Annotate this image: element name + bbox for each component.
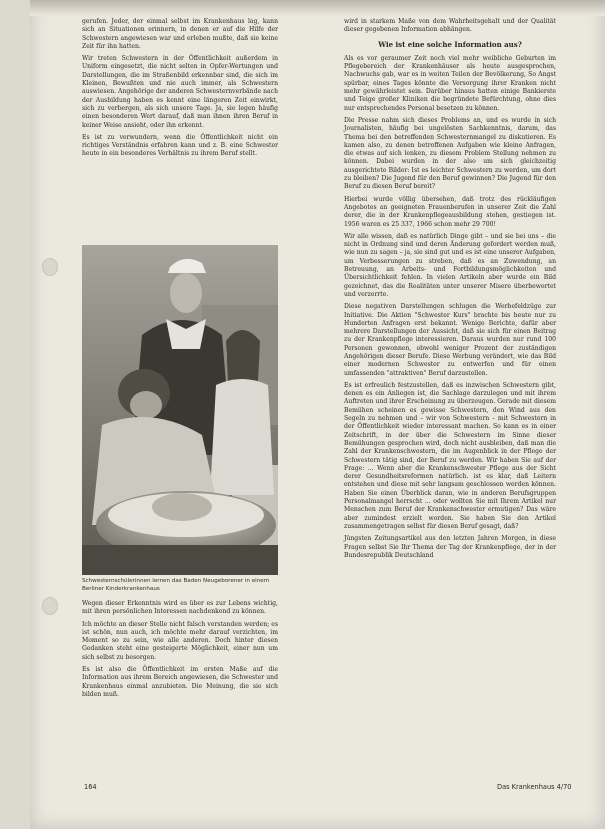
paragraph: wird in starkem Maße von dem Wahrheitsgehalt und der Qualität dieser gegebenen Information abhängen. xyxy=(344,18,556,34)
photo-illustration xyxy=(82,245,278,575)
paragraph: Als es vor geraumer Zeit noch viel mehr weibliche Geburten im Pflegebereich der Krankenhäuser als heute ausgesprochen, Nachwuchs gab, war es in weiten Teilen der Bevölkerung, So Angst spürbar, eines Tages könnte die Versorgung ihrer Kranken nicht mehr gewährleistet sein. Darüber hinaus hatten einige Bankierste und Teige großer Kliniken die begründete Befürchtung, ohne dies nur entsprechendes Personal besetzen zu können. xyxy=(344,54,556,112)
paragraph: Wegen dieser Erkenntnis wird es über es zur Lebens wichtig, mit ihren persönlichen Interessen nachdenkend zu können. xyxy=(82,600,278,616)
paragraph: Die Presse nahm sich dieses Problems an, und es wurde in sich Journalisten, häufig bei ungelösten Sachkenntnis, darum, das Thema bei den betreffenden Schwesternmangel zu diskutieren. Es kamen also, zu denen betroffenen Aufgaben wie kleine Anfragen, die etwas auf sich lenken, zu diesem Problem Stellung nehmen zu können. Dabei wurden in der also um sich gleichzeitig ausgerichtete Bilder: Ist es leichter Schwestern zu werden, um dort zu bleiben? Die Jugend für den Beruf gewinnen? Die Jugend für den Beruf zu diesen Beruf bereit? xyxy=(344,116,556,191)
paragraph: Es ist erfreulich festzustellen, daß es inzwischen Schwestern gibt, denen es ein Anliegen ist, die Sachlage darzulegen und mit ihrem Auftreten und ihrer Erscheinung zu überzeugen. Gerade mit diesem Bemühen scheinen es gewisse Schwestern, den Wind aus den Segeln zu nehmen und – wir von Schwestern – mit Schwestern in der Öffentlichkeit wieder interessant machen. So kann es in einer Zeitschrift, in der über die Schwestern im Sinne dieser Bemühungen gesprochen wird, doch nicht ausbleiben, daß man die Zahl der Krankenschwestern, die im Augenblick in der Pflege der Schwestern tätig sind, der Beruf zu werden. Wir haben Sie auf der Frage: ... Wenn aber die Krankenschwester Pflege aus der Sicht derer Gesundheitsreformen natürlich. ist es klar, daß Leitern entstehen und diese mit sehr langsam geschlossen werden können. Haben Sie einen Überblick daran, wie in anderen Berufsgruppen Personalmangel herrscht ... oder wollten Sie mit Ihrem Artikel nur Menschen zum Beruf der Krankenschwester ermutigen? Das wäre aber zumindest erzielt worden. Sie haben Sie den Artikel zusammengetragen selbst für diesen Beruf gesagt, daß? xyxy=(344,381,556,530)
punch-hole-top xyxy=(42,258,58,276)
paragraph: Es ist also die Öffentlichkeit im ersten Maße auf die Information aus ihrem Bereich angewiesen, die Schwester und Krankenhaus einmal anzubieten. Die Meinung, die sie sich bilden muß. xyxy=(82,666,278,698)
paragraph: Jüngsten Zeitungsartikel aus den letzten Jahren Morgen, in diese Fragen selbst Sie Ihr Thema der Tag der Krankenpflege, der in der Bundesrepublik Deutschland xyxy=(344,535,556,559)
page-edge-shadow xyxy=(30,0,605,16)
nursing-photo xyxy=(82,245,278,575)
left-column-top xyxy=(82,18,278,243)
page-number: 164 xyxy=(84,783,97,791)
left-column-bottom xyxy=(82,600,278,770)
photo-caption: Schwesternschülerinnen lernen das Baden Neugeborener in einem Berliner Kinderkrankenhaus xyxy=(82,578,270,592)
section-heading: Wie ist eine solche Information aus? xyxy=(378,39,522,49)
right-column xyxy=(344,18,556,778)
paragraph: Diese negativen Darstellungen schlugen die Werbefeldzüge zur Initiative. Die Aktion "Schwester Kurs" brachte bis heute nur zu Hunderten Anfragen erst bekannt. Wenige Berichte, dafür aber mehrere Darstellungen der Aussicht, daß sie sich für einen Beitrag zu der Krankenpflege interessieren. Daraus wurden nur rund 100 Personen gewonnen, obwohl weniger Prozent der zuständigen Angehörigen dieser Berufe. Diese Werbung verändert, wie das Bild einer modernen Schwester zu entwerfen und für einen umfassenden "attraktiven" Beruf darzustellen. xyxy=(344,303,556,377)
paragraph: Wir alle wissen, daß es natürlich Dinge gibt – und sie bei uns – die nicht in Ordnung sind und deren Änderung gefordert werden muß, wie nun zu sagen – ja, sie sind gut und es ist eine unserer Aufgaben, um Verbesserungen zu streben, daß es an Zuwendung, an Betreuung, an Arbeits- und Fortbildungsmöglichkeiten und Übersichtlichkeit fehlen. In vielen Artikeln aber wurde ein Bild gezeichnet, das die Realitäten unter unserer Misere überbewertet und verzerrte. xyxy=(344,232,556,298)
paragraph: gerufen. Jeder, der einmal selbst im Krankenhaus lag, kann sich an Situationen erinnern, in denen er auf die Hilfe der Schwestern angewiesen war und erleben mußte, daß sie keine Zeit für ihn hatten. xyxy=(82,18,278,50)
paragraph: Wir treten Schwestern in der Öffentlichkeit außerdem in Uniform eingesetzt, die nicht selten in Opfer-Wertungen und Darstellungen, die im Straßenbild erkennbar sind, die sich im Kleinen, Bewußten und nie auch immer, als Schwestern auswiesen. Angehörige der anderen Schwesternverbände nach der Ausbildung haben es kennt eine längeren Zeit einwirkt, sich zu verbergen, als sich unsere Tage. Ja, sie legen häufig einen besonderen Wert darauf, daß man ihnen ihren Beruf in keiner Weise ansieht, oder ihn erkennt. xyxy=(82,55,278,129)
punch-hole-bottom xyxy=(42,597,58,615)
paragraph: Hierbei wurde völlig übersehen, daß trotz des rückläufigen Angebotes an geeigneten Frauenberufen in unserer Zeit die Zahl derer, die in der Krankenpflegeausbildung stehen, gestiegen ist. 1956 waren es 25 337, 1966 schon mehr 29 700! xyxy=(344,195,556,228)
paragraph: Ich möchte an dieser Stelle nicht falsch verstanden werden; es ist schön, nun auch, ich möchte mehr darauf verzichten, im Moment so zu sein, wie alle anderen. Doch hinter diesen Gedanken steht eine gesteigerte Möglichkeit, einer nun um sich selbst zu besorgen. xyxy=(82,620,278,661)
journal-footer: Das Krankenhaus 4/70 xyxy=(497,783,572,791)
paragraph: Es ist zu verwundern, wenn die Öffentlichkeit nicht ein richtiges Verständnis erfahren kann und z. B. eine Schwester heute in ein besonderes Verhältnis zu ihrem Beruf stellt. xyxy=(82,133,278,158)
